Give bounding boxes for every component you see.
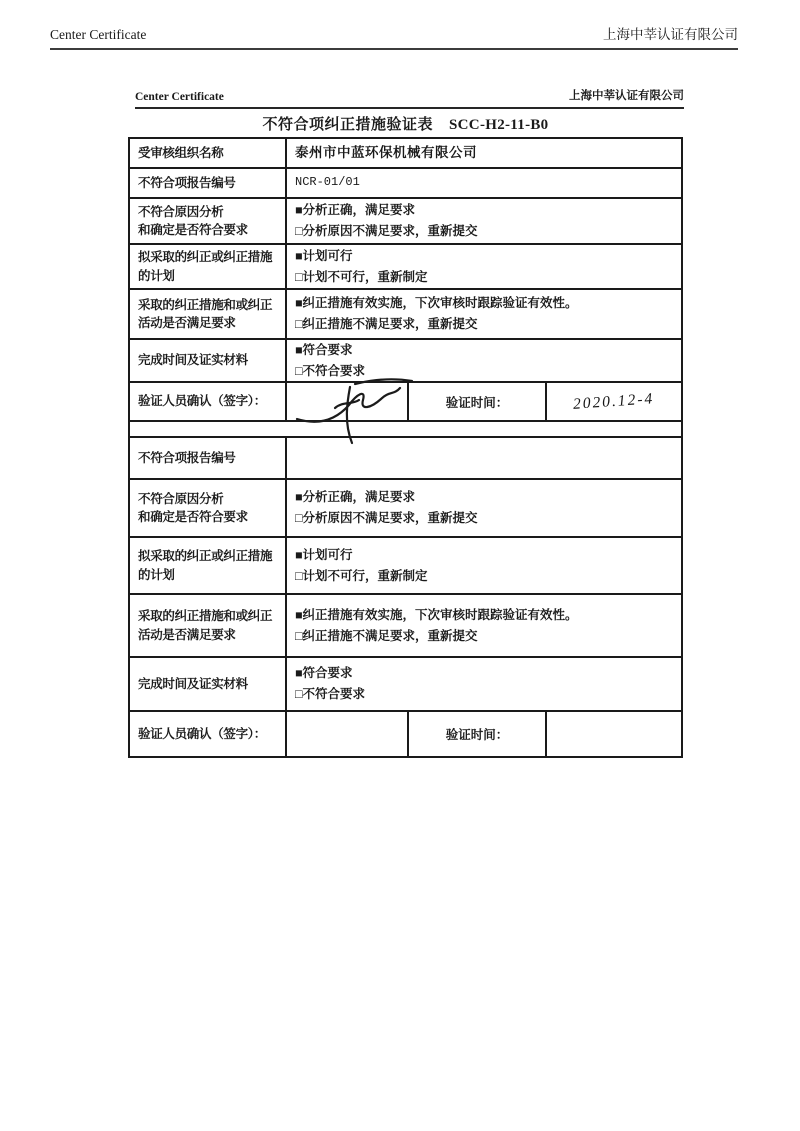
completion-options-2 [285, 658, 681, 710]
org-value: 泰州市中蓝环保机械有限公司 [285, 139, 681, 167]
ncr-value-2 [285, 438, 681, 478]
plan2-label-line1: 拟采取的纠正或纠正措施 [138, 549, 273, 564]
completion-options [285, 340, 681, 381]
analysis-options [285, 199, 681, 243]
verification-form-table [128, 137, 683, 758]
action-label-line1: 采取的纠正措施和或纠正 [138, 297, 273, 312]
table-row-verify-1 [130, 381, 681, 420]
org-label: 受审核组织名称 [138, 145, 224, 160]
plan2-option-checked: ■计划可行 [295, 547, 353, 562]
action-label-line2: 活动是否满足要求 [138, 316, 236, 330]
plan-label-line2: 的计划 [138, 268, 175, 283]
analysis-option-checked: ■分析正确，满足要求 [295, 203, 416, 218]
form-title [128, 113, 683, 134]
separator-cell [130, 422, 681, 436]
completion-label: 完成时间及证实材料 [138, 353, 248, 368]
verify-time-label: 验证时间： [407, 383, 545, 420]
page-header-left: Center Certificate [50, 27, 147, 42]
table-row-plan-2 [130, 536, 681, 593]
form-doc-code: SCC-H2-11-B0 [449, 117, 549, 133]
table-row-ncr-2 [130, 436, 681, 478]
page-header-right: 上海中莘认证有限公司 [603, 27, 738, 42]
handwritten-date: 2020.12-4 [572, 389, 656, 413]
table-row-analysis-1 [130, 197, 681, 243]
plan2-label-line2: 的计划 [138, 567, 175, 582]
table-row-action-1 [130, 288, 681, 338]
table-row-action-2 [130, 593, 681, 656]
analysis-label-2 [130, 480, 285, 536]
ncr-label: 不符合项报告编号 [138, 175, 236, 190]
table-row-org [130, 139, 681, 167]
plan-label [130, 245, 285, 288]
document-header-left: Center Certificate [135, 91, 224, 103]
analysis2-option-unchecked: □分析原因不满足要求，重新提交 [295, 511, 478, 525]
completion-option-checked: ■符合要求 [295, 342, 353, 357]
action-label [130, 290, 285, 338]
action2-option-unchecked: □纠正措施不满足要求，重新提交 [295, 628, 478, 643]
plan-options [285, 245, 681, 288]
action-label-2 [130, 595, 285, 656]
ncr-value: NCR-01/01 [285, 169, 681, 197]
page-header [50, 23, 738, 50]
analysis-option-unchecked: □分析原因不满足要求，重新提交 [295, 224, 478, 238]
analysis-label [130, 199, 285, 243]
action-options-2 [285, 595, 681, 656]
plan-label-line1: 拟采取的纠正或纠正措施 [138, 250, 273, 265]
table-row-completion-2 [130, 656, 681, 710]
table-row-plan-1 [130, 243, 681, 288]
analysis-label-line1: 不符合原因分析 [138, 204, 224, 219]
verify-label: 验证人员确认（签字）： [138, 394, 266, 409]
plan2-option-unchecked: □计划不可行，重新制定 [295, 568, 428, 583]
table-row-analysis-2 [130, 478, 681, 536]
analysis-label-line2: 和确定是否符合要求 [138, 223, 248, 237]
document-header [135, 87, 684, 109]
analysis-options-2 [285, 480, 681, 536]
verify-label-2: 验证人员确认（签字）： [138, 726, 266, 741]
verify-time-value-cell [545, 383, 681, 420]
action2-label-line2: 活动是否满足要求 [138, 627, 236, 642]
plan-label-2 [130, 538, 285, 593]
action-option-checked: ■纠正措施有效实施，下次审核时跟踪验证有效性。 [295, 296, 578, 311]
document-header-right: 上海中莘认证有限公司 [569, 90, 684, 102]
table-row-ncr-1 [130, 167, 681, 197]
analysis2-label-line1: 不符合原因分析 [138, 491, 224, 506]
ncr-label-2: 不符合项报告编号 [138, 450, 236, 465]
plan-options-2 [285, 538, 681, 593]
plan-option-unchecked: □计划不可行，重新制定 [295, 269, 428, 284]
verify-time-label-2: 验证时间： [407, 712, 545, 756]
action2-label-line1: 采取的纠正措施和或纠正 [138, 609, 273, 624]
action2-option-checked: ■纠正措施有效实施，下次审核时跟踪验证有效性。 [295, 607, 578, 622]
separator-row [130, 420, 681, 436]
completion2-option-unchecked: □不符合要求 [295, 687, 366, 701]
completion-option-unchecked: □不符合要求 [295, 363, 366, 378]
analysis2-label-line2: 和确定是否符合要求 [138, 510, 248, 524]
verify-time-value-cell-2 [545, 712, 681, 756]
completion2-option-checked: ■符合要求 [295, 666, 353, 681]
action-option-unchecked: □纠正措施不满足要求，重新提交 [295, 317, 478, 331]
verifier-signature-cell-2 [285, 712, 407, 756]
table-row-verify-2 [130, 710, 681, 756]
action-options [285, 290, 681, 338]
analysis2-option-checked: ■分析正确，满足要求 [295, 490, 416, 505]
form-title-text: 不符合项纠正措施验证表 [262, 116, 434, 133]
completion-label-2: 完成时间及证实材料 [138, 676, 248, 691]
table-row-completion-1 [130, 338, 681, 381]
plan-option-checked: ■计划可行 [295, 248, 353, 263]
verifier-signature-cell [285, 383, 407, 420]
